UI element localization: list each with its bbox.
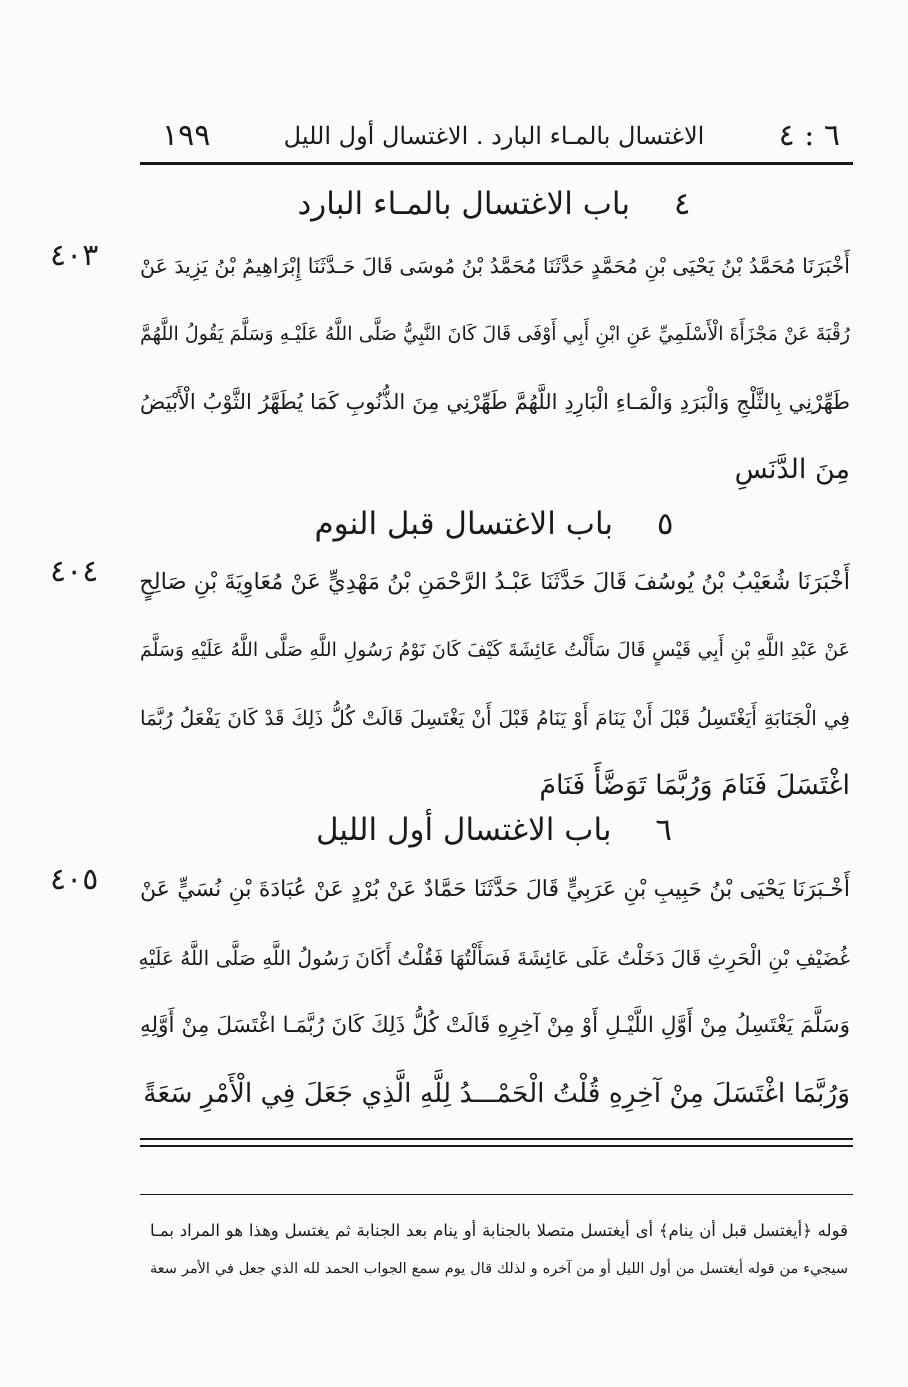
footnote-line: قوله ﴿أيغتسل قبل أن ينام﴾ أى أيغتسل متصلا بالجنابة أو ينام بعد الجنابة ثم يغتسل وهذا هو المراد بمـا <box>150 1221 848 1240</box>
hadith-block <box>50 860 850 1132</box>
hadith-line: غُضَيْفِ بْنِ الْحَرِثِ قَالَ دَخَلْتُ عَلَى عَائِشَةَ فَسَأَلْتُهَا فَقُلْتُ أَكَانَ رَسُولُ اللَّهِ صَلَّى اللَّهُ عَلَيْهِ <box>138 946 850 970</box>
hadith-line: أَخْبَرَنَا شُعَيْبُ بْنُ يُوسُفَ قَالَ حَدَّثَنَا عَبْـدُ الرَّحْمَنِ بْنُ مَهْدِيٍّ عَنْ مُعَاوِيَةَ بْنِ صَالِحٍ <box>139 569 850 595</box>
volume-page-ref: ٦ : ٤ <box>778 118 840 153</box>
chapter-number: ٤ <box>673 186 691 222</box>
hadith-line: طَهِّرْنِي بِالثَّلْجِ وَالْبَرَدِ وَالْمَـاءِ الْبَارِدِ اللَّهُمَّ طَهِّرْنِي مِنَ الذُّنُوبِ كَمَا يُطَهَّرُ الثَّوْبُ الْأَبْيَضُ <box>140 390 850 414</box>
hadith-block <box>50 552 850 824</box>
hadith-line: أَخْـبَرَنَا يَحْيَى بْنُ حَبِيبِ بْنِ عَرَبِيٍّ قَالَ حَدَّثَنَا حَمَّادٌ عَنْ بُرْدٍ عَنْ عُبَادَةَ بْنِ نُسَيٍّ عَنْ <box>140 877 850 902</box>
hadith-line: مِنَ الدَّنَسِ <box>734 454 850 485</box>
hadith-number: ٤٠٥ <box>50 862 99 897</box>
footnote-line: سيجيء من قوله أيغتسل من أول الليل أو من آخره و لذلك قال يوم سمع الجواب الحمد لله الذي جعل في الأمر سعة <box>150 1261 848 1277</box>
chapter-title: باب الاغتسال قبل النوم <box>314 506 614 542</box>
chapter-title: باب الاغتسال بالمـاء البارد <box>297 186 630 222</box>
chapter-title: باب الاغتسال أول الليل <box>315 812 612 848</box>
text-end-rule <box>140 1145 853 1147</box>
hadith-number: ٤٠٤ <box>50 554 99 589</box>
page-number: ١٩٩ <box>162 118 211 153</box>
hadith-number: ٤٠٣ <box>50 238 99 273</box>
hadith-line: اغْتَسَلَ فَنَامَ وَرُبَّمَا تَوَضَّأَ فَنَامَ <box>539 770 850 801</box>
hadith-line: عَنْ عَبْدِ اللَّهِ بْنِ أَبِي قَيْسٍ قَالَ سَأَلْتُ عَائِشَةَ كَيْفَ كَانَ نَوْمُ رَسُولِ اللَّهِ صَلَّى اللَّهُ عَلَيْهِ وَسَلَّمَ <box>140 639 850 661</box>
footnote-rule <box>140 1194 853 1195</box>
hadith-line: فِي الْجَنَابَةِ أَيَغْتَسِلُ قَبْلَ أَنْ يَنَامَ أَوْ يَنَامُ قَبْلَ أَنْ يَغْتَسِلَ قَالَتْ كُلُّ ذَلِكَ قَدْ كَانَ يَفْعَلُ رُبَّمَا <box>140 706 850 730</box>
page-header <box>140 118 848 158</box>
text-end-rule <box>140 1138 853 1140</box>
hadith-line: وَرُبَّمَا اغْتَسَلَ مِنْ آخِرِهِ قُلْتُ الْحَمْـــدُ لِلَّهِ الَّذِي جَعَلَ فِي الْأَمْرِ سَعَةً <box>143 1078 850 1109</box>
footnote <box>150 1212 848 1288</box>
chapter-heading <box>140 186 848 222</box>
chapter-heading <box>140 812 848 848</box>
hadith-line: أَخْبَرَنَا مُحَمَّدُ بْنُ يَحْيَى بْنِ مُحَمَّدٍ حَدَّثَنَا مُحَمَّدُ بْنُ مُوسَى قَالَ حَـدَّثَنَا إِبْرَاهِيمُ بْنُ يَزِيدَ عَنْ <box>140 254 850 278</box>
running-title: الاغتسال بالمـاء البارد . الاغتسال أول الليل <box>283 122 705 150</box>
chapter-number: ٦ <box>655 812 673 848</box>
hadith-line: رُقْبَةَ عَنْ مَجْزَأَةَ الْأَسْلَمِيِّ عَنِ ابْنِ أَبِي أَوْفَى قَالَ كَانَ النَّبِيُّ صَلَّى اللَّهُ عَلَيْـهِ وَسَلَّمَ يَقُولُ اللَّهُمَّ <box>140 323 850 345</box>
chapter-heading <box>140 506 848 542</box>
header-rule <box>140 162 853 165</box>
chapter-number: ٥ <box>656 506 674 542</box>
hadith-block <box>50 236 850 508</box>
hadith-line: وَسَلَّمَ يَغْتَسِلُ مِنْ أَوَّلِ اللَّيْـلِ أَوْ مِنْ آخِرِهِ قَالَتْ كُلُّ ذَلِكَ كَانَ رُبَّمَـا اغْتَسَلَ مِنْ أَوَّلِهِ <box>140 1013 850 1038</box>
